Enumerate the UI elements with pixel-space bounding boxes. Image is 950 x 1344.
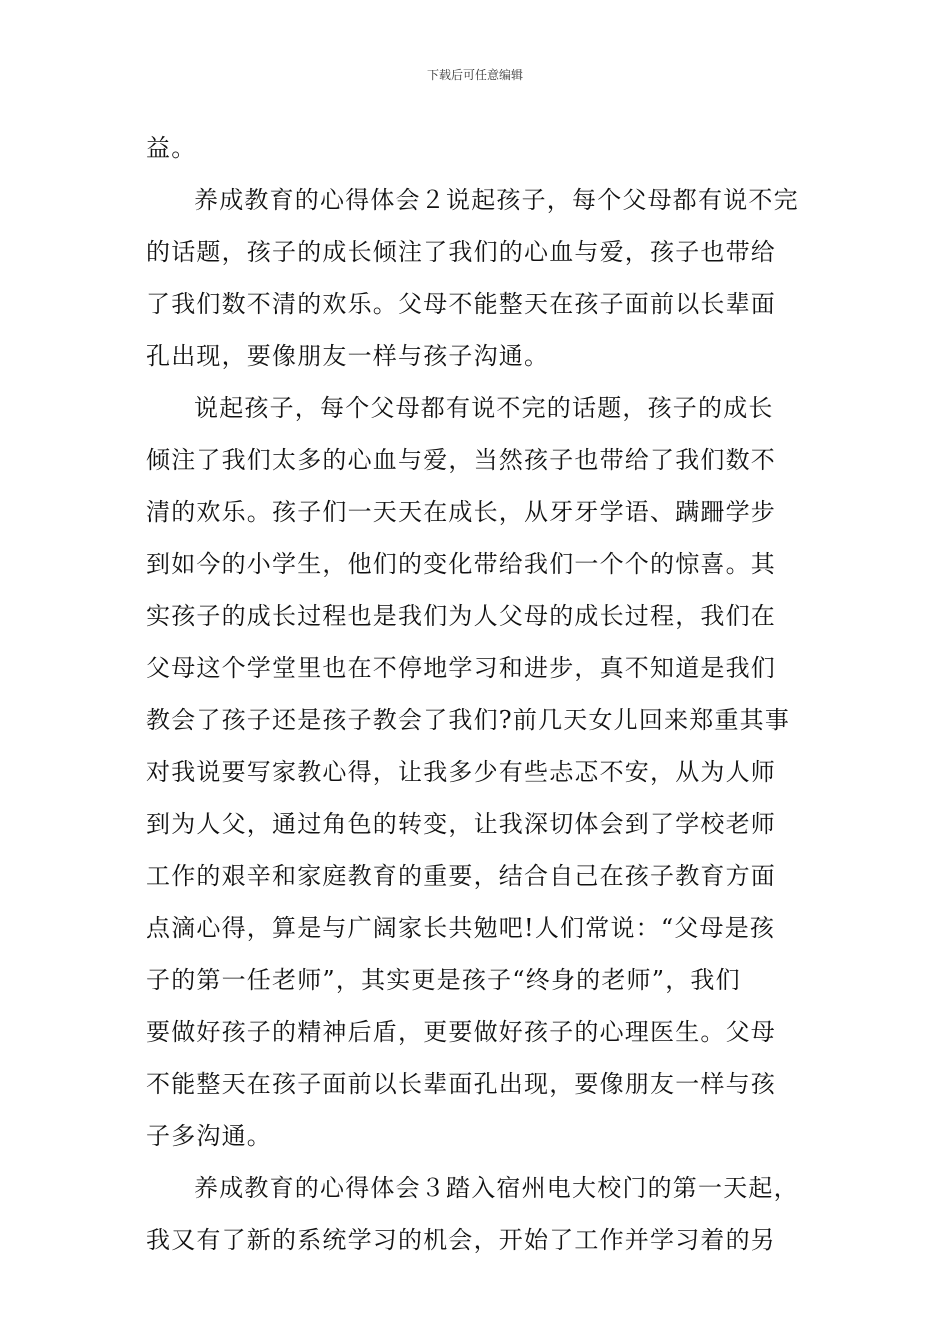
text-line: 教会了孩子还是孩子教会了我们?前几天女儿回来郑重其事 — [146, 706, 791, 734]
text-line: 点滴心得，算是与广阔家长共勉吧!人们常说：“父母是孩 — [146, 914, 776, 942]
text-line: 益。 — [146, 134, 197, 162]
text-line: 父母这个学堂里也在不停地学习和进步，真不知道是我们 — [146, 654, 776, 682]
text-line: 实孩子的成长过程也是我们为人父母的成长过程，我们在 — [146, 602, 776, 630]
text-line: 要做好孩子的精神后盾，更要做好孩子的心理医生。父母 — [146, 1018, 776, 1046]
text-line: 了我们数不清的欢乐。父母不能整天在孩子面前以长辈面 — [146, 290, 776, 318]
text-line: 到如今的小学生，他们的变化带给我们一个个的惊喜。其 — [146, 550, 776, 578]
text-line: 到为人父，通过角色的转变，让我深切体会到了学校老师 — [146, 810, 776, 838]
paragraph-start-line: 养成教育的心得体会２说起孩子，每个父母都有说不完 — [194, 186, 799, 214]
document-body — [146, 122, 808, 1266]
text-line: 工作的艰辛和家庭教育的重要，结合自己在孩子教育方面 — [146, 862, 776, 890]
text-line: 子的第一任老师”，其实更是孩子“终身的老师”，我们 — [146, 966, 741, 994]
text-line: 清的欢乐。孩子们一天天在成长，从牙牙学语、蹒跚学步 — [146, 498, 776, 526]
text-line: 倾注了我们太多的心血与爱，当然孩子也带给了我们数不 — [146, 446, 776, 474]
page-header: 下载后可任意编辑 — [426, 68, 523, 82]
text-line: 的话题，孩子的成长倾注了我们的心血与爱，孩子也带给 — [146, 238, 776, 266]
text-line: 子多沟通。 — [146, 1122, 272, 1150]
paragraph-start-line: 养成教育的心得体会３踏入宿州电大校门的第一天起， — [194, 1174, 799, 1202]
text-line: 我又有了新的系统学习的机会，开始了工作并学习着的另 — [146, 1226, 776, 1254]
text-line: 对我说要写家教心得，让我多少有些忐忑不安，从为人师 — [146, 758, 776, 786]
paragraph-start-line: 说起孩子，每个父母都有说不完的话题，孩子的成长 — [194, 394, 774, 422]
text-line: 孔出现，要像朋友一样与孩子沟通。 — [146, 342, 550, 370]
text-line: 不能整天在孩子面前以长辈面孔出现，要像朋友一样与孩 — [146, 1070, 776, 1098]
